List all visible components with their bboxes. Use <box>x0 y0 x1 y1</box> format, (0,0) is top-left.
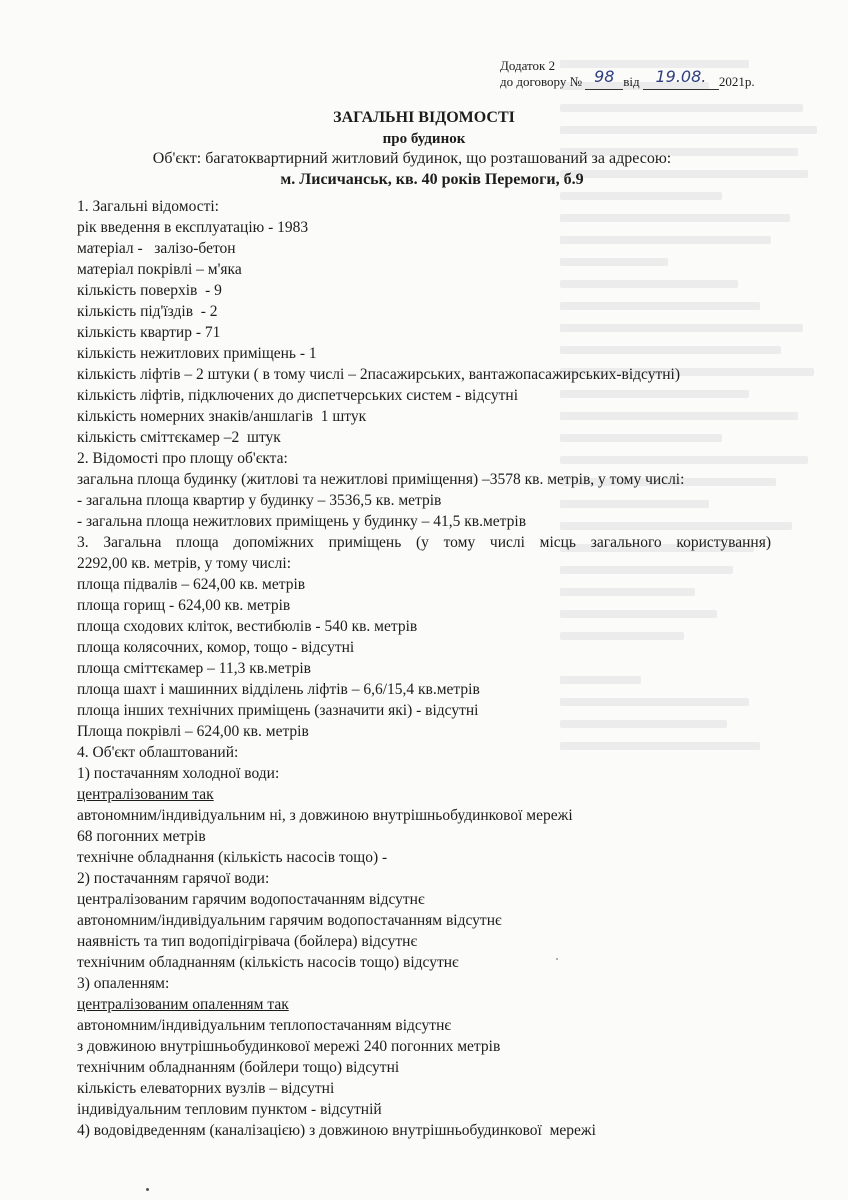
text-line: автономним/індивідуальним ні, з довжиною внутрішньобудинкової мережі <box>77 807 573 824</box>
text-line: загальна площа будинку (житлові та нежитлові приміщення) –3578 кв. метрів, у тому числі: <box>77 471 685 488</box>
contract-prefix: до договору № <box>500 74 583 89</box>
text-line: кількість під'їздів - 2 <box>77 303 218 320</box>
text-line: технічним обладнанням (кількість насосів тощо) відсутнє <box>77 954 459 971</box>
text-line: технічне обладнання (кількість насосів тощо) - <box>77 849 388 866</box>
scan-speck <box>146 1188 149 1191</box>
text-line: кількість елеваторних вузлів – відсутні <box>77 1080 335 1097</box>
document-subtitle: про будинок <box>382 131 466 147</box>
scan-speck <box>556 958 558 960</box>
text-line: з довжиною внутрішньобудинкової мережі 240 погонних метрів <box>77 1038 501 1055</box>
text-line: індивідуальним тепловим пунктом - відсутній <box>77 1101 382 1118</box>
text-line: 4. Об'єкт облаштований: <box>77 744 239 761</box>
text-line: матеріал покрівлі – м'яка <box>77 261 242 278</box>
text-line: кількість ліфтів – 2 штуки ( в тому числі – 2пасажирських, вантажопасажирських-відсутні) <box>77 366 680 383</box>
document-body <box>77 196 771 1141</box>
text-line: кількість сміттєкамер –2 штук <box>77 429 281 446</box>
text-line: площа горищ - 624,00 кв. метрів <box>77 597 291 614</box>
text-line: матеріал - залізо-бетон <box>77 240 236 257</box>
text-line: рік введення в експлуатацію - 1983 <box>77 219 309 236</box>
object-address: м. Лисичанськ, кв. 40 років Перемоги, б.9 <box>280 171 584 188</box>
text-line: автономним/індивідуальним гарячим водопостачанням відсутнє <box>77 912 502 929</box>
text-line: наявність та тип водопідігрівача (бойлера) відсутнє <box>77 933 418 950</box>
annex-title: Додаток 2 <box>500 58 556 73</box>
text-line: 2) постачанням гарячої води: <box>77 870 270 887</box>
text-line: площа колясочних, комор, тощо - відсутні <box>77 639 355 656</box>
text-line: кількість номерних знаків/аншлагів 1 штук <box>77 408 367 425</box>
contract-year: 2021р. <box>718 74 755 89</box>
annex-reference <box>500 58 780 90</box>
text-line: 4) водовідведенням (каналізацією) з довжиною внутрішньобудинкової мережі <box>77 1122 596 1139</box>
text-line: 3) опаленням: <box>77 975 170 992</box>
contract-number: 98 <box>594 67 615 86</box>
object-description: Об'єкт: багатоквартирний житловий будинок, що розташований за адресою: <box>152 150 672 167</box>
text-line: Площа покрівлі – 624,00 кв. метрів <box>77 723 309 740</box>
document-title: ЗАГАЛЬНІ ВІДОМОСТІ <box>333 109 515 126</box>
text-line: кількість ліфтів, підключених до диспетчерських систем - відсутні <box>77 387 519 404</box>
contract-date: 19.08. <box>655 67 707 86</box>
text-line: 2. Відомості про площу об'єкта: <box>77 450 288 467</box>
text-line: площа шахт і машинних відділень ліфтів – 6,6/15,4 кв.метрів <box>77 681 480 698</box>
date-prefix: від <box>623 74 640 89</box>
text-line: централізованим гарячим водопостачанням відсутнє <box>77 891 425 908</box>
text-line: - загальна площа квартир у будинку – 3536,5 кв. метрів <box>77 492 442 509</box>
text-line: автономним/індивідуальним теплопостачанням відсутнє <box>77 1017 452 1034</box>
text-line: кількість нежитлових приміщень - 1 <box>77 345 317 362</box>
text-line: 1. Загальні відомості: <box>77 198 219 215</box>
text-line: площа сміттєкамер – 11,3 кв.метрів <box>77 660 311 677</box>
text-line: 1) постачанням холодної води: <box>77 765 280 782</box>
text-line: кількість квартир - 71 <box>77 324 221 341</box>
text-line: площа сходових кліток, вестибюлів - 540 кв. метрів <box>77 618 418 635</box>
text-line-underlined: централізованим опаленням так <box>77 996 289 1013</box>
text-line: 68 погонних метрів <box>77 828 206 845</box>
annex-contract-line <box>500 67 780 90</box>
text-line: площа інших технічних приміщень (зазначити які) - відсутні <box>77 702 479 719</box>
text-line: - загальна площа нежитлових приміщень у будинку – 41,5 кв.метрів <box>77 513 527 530</box>
text-line: площа підвалів – 624,00 кв. метрів <box>77 576 306 593</box>
text-line: кількість поверхів - 9 <box>77 282 222 299</box>
text-line: технічним обладнанням (бойлери тощо) відсутні <box>77 1059 400 1076</box>
text-line: 3. Загальна площа допоміжних приміщень (у тому числі місць загального користування) <box>77 534 771 551</box>
text-line-underlined: централізованим так <box>77 786 214 803</box>
text-line: 2292,00 кв. метрів, у тому числі: <box>77 555 292 572</box>
